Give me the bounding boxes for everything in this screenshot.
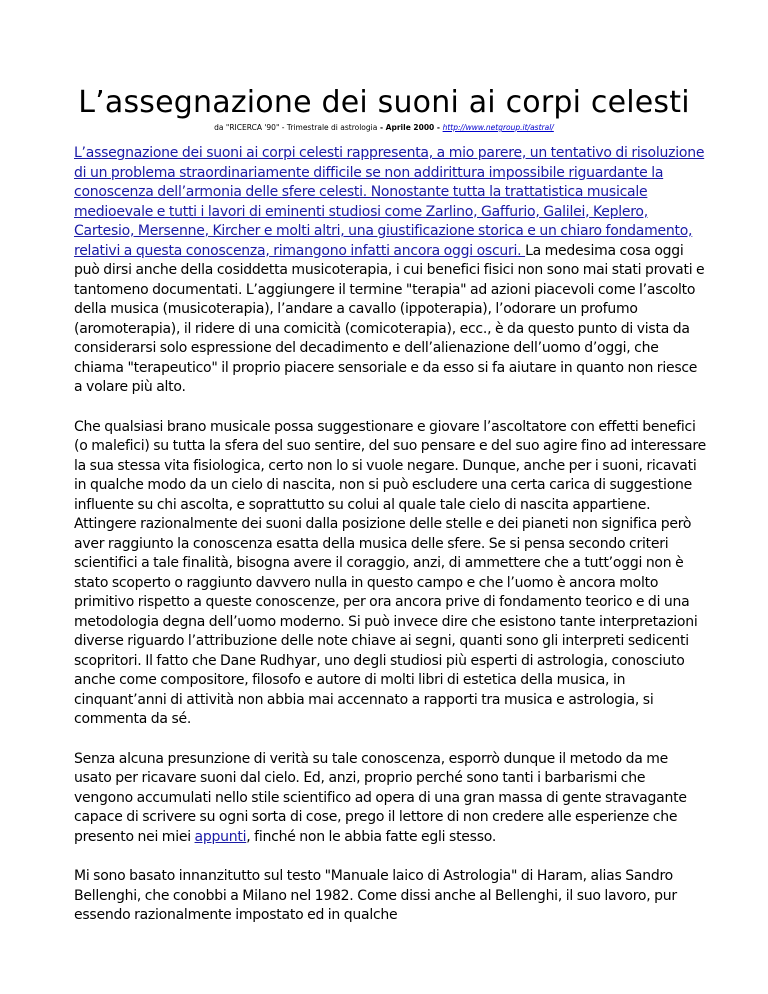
intro-link[interactable]: L’assegnazione dei suoni ai corpi celesti rappresenta, a mio parere, un tentativo di risoluzione di un problema straordinariamente difficile se non addirittura impossibile riguardante la conoscenza dell’armonia delle sfere celesti. Nonostante tutta la trattatistica musicale medioevale e tutti i lavori di eminenti studiosi come Zarlino, Gaffurio, Galilei, Keplero, Cartesio, Mersenne, Kircher e molti altri, una giustificazione storica e un chiaro fondamento, relativi a questa conoscenza, rimangono infatti ancora oggi oscuri. — [74, 145, 705, 259]
source-date: - Aprile 2000 - — [377, 123, 443, 132]
paragraph-1 — [74, 144, 706, 398]
article-body — [74, 144, 706, 946]
source-line — [0, 123, 768, 133]
paragraph-1-text: La medesima cosa oggi può dirsi anche della cosiddetta musicoterapia, i cui benefici fisici non sono mai stati provati e tantomeno documentati. L’aggiungere il termine "terapia" ad azioni piacevoli come l’ascolto della musica (musicoterapia), l’andare a cavallo (ippoterapia), l’odorare un profumo (aromoterapia), il ridere di una comicità (comicoterapia), ecc., è da questo punto di vista da considerarsi solo espressione del decadimento e dell’alienazione dell’uomo d’oggi, che chiama "terapeutico" il proprio piacere sensoriale e da esso si fa aiutare in quanto non riesce a volare più alto. — [74, 242, 705, 395]
paragraph-2: Che qualsiasi brano musicale possa suggestionare e giovare l’ascoltatore con effetti benefici (o malefici) su tutta la sfera del suo sentire, del suo pensare e del suo agire fino ad interessare la sua stessa vita fisiologica, certo non lo si vuole negare. Dunque, anche per i suoni, ricavati in qualche modo da un cielo di nascita, non si può escludere una certa carica di suggestione influente su chi ascolta, e soprattutto su colui al quale tale cielo di nascita appartiene. Attingere razionalmente dei suoni dalla posizione delle stelle e dei pianeti non significa però aver raggiunto la conoscenza esatta della musica delle sfere. Se si pensa secondo criteri scientifici a tale finalità, bisogna avere il coraggio, anzi, di ammettere che a tutt’oggi non è stato scoperto o raggiunto davvero nulla in questo campo e che l’uomo è ancora molto primitivo rispetto a queste conoscenze, per ora ancora prive di fondamento teorico e di una metodologia degna dell’uomo moderno. Si può invece dire che esistono tante interpretazioni diverse riguardo l’attribuzione delle note chiave ai segni, quanti sono gli interpreti sedicenti scopritori. Il fatto che Dane Rudhyar, uno degli studiosi più esperti di astrologia, conosciuto anche come compositore, filosofo e autore di molti libri di estetica della musica, in cinquant’anni di attività non abbia mai accennato a rapporti tra musica e astrologia, si commenta da sé. — [74, 418, 706, 727]
paragraph-4: Mi sono basato innanzitutto sul testo "Manuale laico di Astrologia" di Haram, alias Sandro Bellenghi, che conobbi a Milano nel 1982. Come dissi anche al Bellenghi, il suo lavoro, pur essendo razionalmente impostato ed in qualche — [74, 868, 677, 923]
paragraph-3-text-a: Senza alcuna presunzione di verità su tale conoscenza, esporrò dunque il metodo da me usato per ricavare suoni dal cielo. Ed, anzi, proprio perché sono tanti i barbarismi che vengono accumulati nello stile scientifico ad opera di una gran massa di gente stravagante capace di scrivere su ogni sorta di cose, prego il lettore di non credere alle esperienze che presento nei miei — [74, 750, 687, 845]
appunti-link[interactable]: appunti — [194, 828, 247, 845]
source-prefix: da "RICERCA '90" - Trimestrale di astrologia — [214, 123, 378, 132]
page-title: L’assegnazione dei suoni ai corpi celesti — [78, 85, 690, 120]
source-link[interactable]: http://www.netgroup.it/astral/ — [442, 123, 554, 132]
paragraph-3-text-b: , finché non le abbia fatte egli stesso. — [246, 828, 497, 845]
paragraph-3 — [74, 750, 706, 848]
